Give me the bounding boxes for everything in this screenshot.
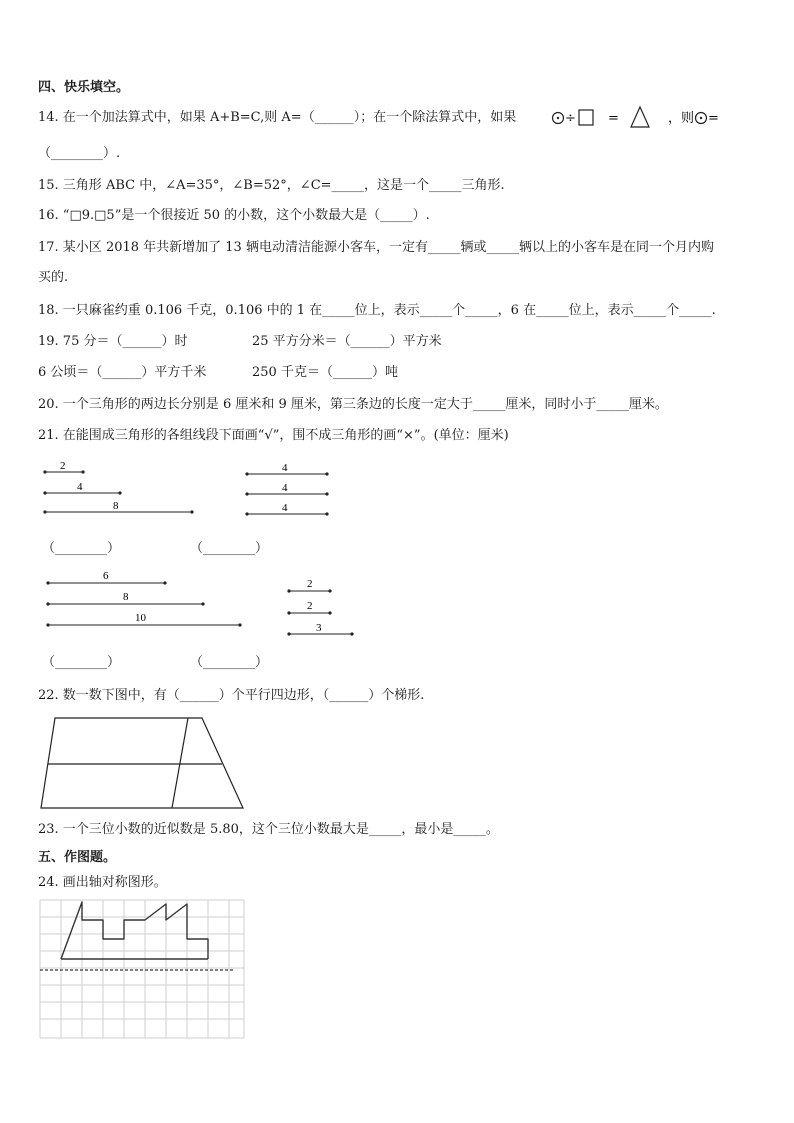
q14-line1: 14. 在一个加法算式中，如果 A+B=C,则 A=（______）；在一个除法算式中，如果 [38, 110, 517, 125]
trapezoid-figure [38, 712, 248, 812]
q14-eq: = [608, 111, 619, 126]
segment-label: 2 [307, 600, 313, 612]
question-16: 16. “□9.□5”是一个很接近 50 的小数，这个小数最大是（_____）. [38, 208, 430, 223]
q14-symbols [550, 104, 720, 132]
answer-blank-2[interactable]: （________） [190, 541, 269, 556]
segment-label: 4 [282, 482, 288, 494]
q14-line2: （________）. [38, 146, 121, 161]
q14-eq2: = [708, 111, 719, 126]
answer-blank-1[interactable]: （________） [42, 541, 121, 556]
segment-label: 10 [135, 612, 146, 624]
question-15: 15. 三角形 ABC 中，∠A=35°，∠B=52°，∠C=_____，这是一个_____三角形. [38, 178, 505, 193]
segment-group-2 [242, 458, 337, 520]
question-19a: 19. 75 分＝（______）时 [38, 334, 188, 349]
question-22: 22. 数一数下图中，有（______）个平行四边形，（______）个梯形. [38, 688, 425, 703]
segment-label: 4 [282, 462, 288, 474]
symmetry-grid [38, 898, 246, 1040]
segment-label: 4 [282, 502, 288, 514]
question-17-line1: 17. 某小区 2018 年共新增加了 13 辆电动清洁能源小客车，一定有_____辆或_____辆以上的小客车是在同一个月内购 [38, 240, 714, 255]
segment-label: 8 [123, 591, 129, 603]
question-19c: 6 公顷＝（______）平方千米 [38, 365, 207, 380]
segment-group-4 [282, 574, 362, 640]
section-title-4: 四、快乐填空。 [38, 80, 130, 95]
question-20: 20. 一个三角形的两边长分别是 6 厘米和 9 厘米，第三条边的长度一定大于_____厘米，同时小于_____厘米。 [38, 397, 668, 412]
question-17-line2: 买的. [38, 270, 69, 285]
segment-group-1 [40, 458, 200, 520]
segment-label: 6 [103, 570, 109, 582]
answer-blank-3[interactable]: （________） [42, 655, 121, 670]
question-14 [38, 110, 516, 126]
segment-label: 4 [77, 481, 83, 493]
grid-lines [40, 900, 244, 1038]
q14-end: ，则 [668, 111, 695, 126]
question-21: 21. 在能围成三角形的各组线段下面画“√”，围不成三角形的画“×”。(单位：厘米) [38, 428, 509, 443]
square-icon [579, 110, 593, 125]
segment-label: 2 [60, 460, 66, 472]
half-shape [61, 902, 208, 959]
question-19b: 25 平方分米＝（______）平方米 [252, 334, 442, 349]
segment-label: 3 [316, 622, 322, 634]
question-23: 23. 一个三位小数的近似数是 5.80，这个三位小数最大是_____，最小是_____。 [38, 822, 499, 837]
segment-group-3 [40, 568, 245, 630]
segment-label: 2 [307, 578, 313, 590]
q14-div: ÷ [565, 111, 576, 126]
segment-label: 8 [113, 500, 119, 512]
question-24: 24. 画出轴对称图形。 [38, 875, 167, 890]
question-19d: 250 千克＝（______）吨 [252, 365, 398, 380]
question-18: 18. 一只麻雀约重 0.106 千克，0.106 中的 1 在_____位上，表示_____个_____，6 在_____位上，表示_____个_____. [38, 303, 716, 318]
circle-dot-icon [553, 113, 564, 124]
triangle-icon [631, 107, 649, 127]
section-title-5: 五、作图题。 [38, 850, 117, 865]
circle-dot-icon [696, 113, 707, 124]
answer-blank-4[interactable]: （________） [190, 655, 269, 670]
